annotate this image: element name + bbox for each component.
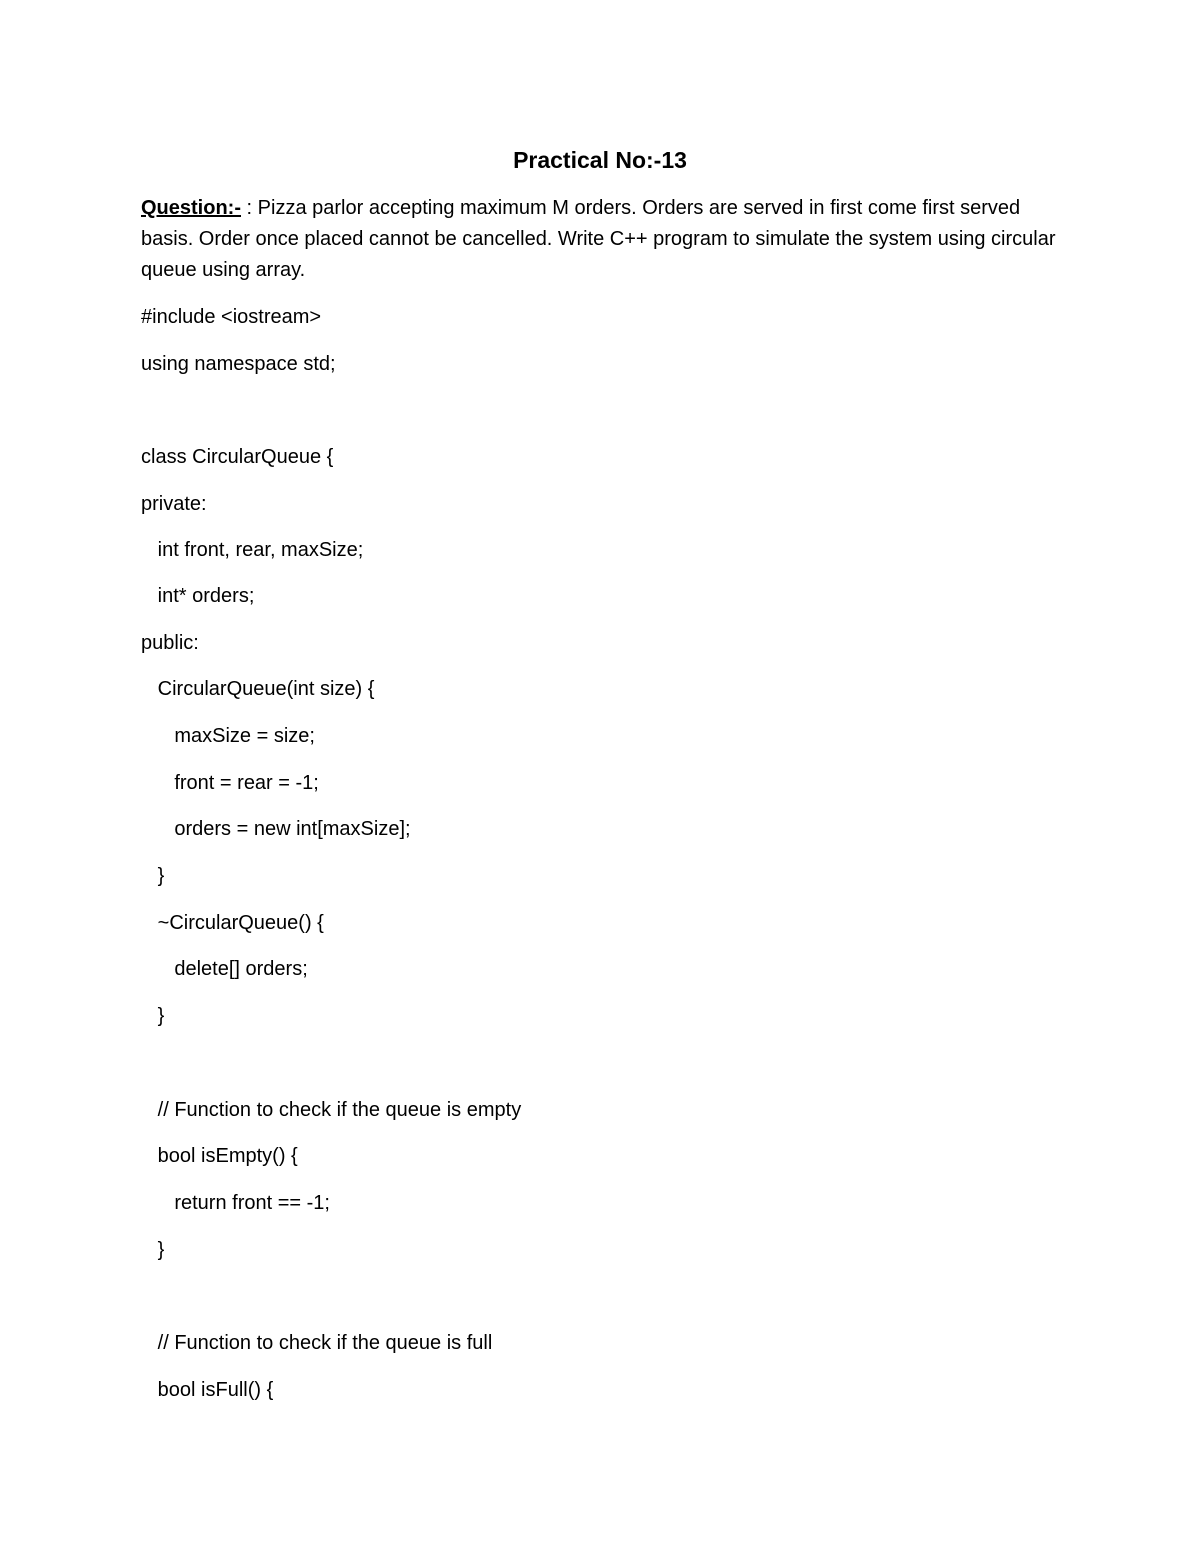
question-text: Pizza parlor accepting maximum M orders. Orders are served in first come first served basis. Order once placed cannot be cancelled. Write C++ program to simulate the system using circular queue using array.	[141, 197, 1056, 281]
code-line: delete[] orders;	[141, 958, 308, 980]
code-line: public:	[141, 632, 199, 654]
code-line: // Function to check if the queue is empty	[141, 1099, 522, 1121]
code-line: return front == -1;	[141, 1192, 330, 1214]
code-line: private:	[141, 493, 207, 515]
code-line: bool isEmpty() {	[141, 1145, 298, 1167]
code-line: using namespace std;	[141, 353, 336, 375]
question-separator: :	[241, 197, 258, 219]
code-line: }	[141, 865, 165, 887]
code-line: class CircularQueue {	[141, 446, 334, 468]
code-line: CircularQueue(int size) {	[141, 678, 375, 700]
code-line: ~CircularQueue() {	[141, 912, 324, 934]
code-line: #include <iostream>	[141, 306, 322, 328]
code-line: }	[141, 1005, 165, 1027]
page-title: Practical No:-13	[513, 147, 687, 173]
question-paragraph	[141, 193, 1066, 286]
code-line: int front, rear, maxSize;	[141, 539, 364, 561]
code-line: orders = new int[maxSize];	[141, 818, 411, 840]
code-line: front = rear = -1;	[141, 772, 319, 794]
question-label: Question:-	[141, 197, 241, 219]
code-line: bool isFull() {	[141, 1379, 274, 1401]
code-line: int* orders;	[141, 585, 255, 607]
code-line: maxSize = size;	[141, 725, 315, 747]
code-line: }	[141, 1239, 165, 1261]
code-line: // Function to check if the queue is full	[141, 1332, 493, 1354]
